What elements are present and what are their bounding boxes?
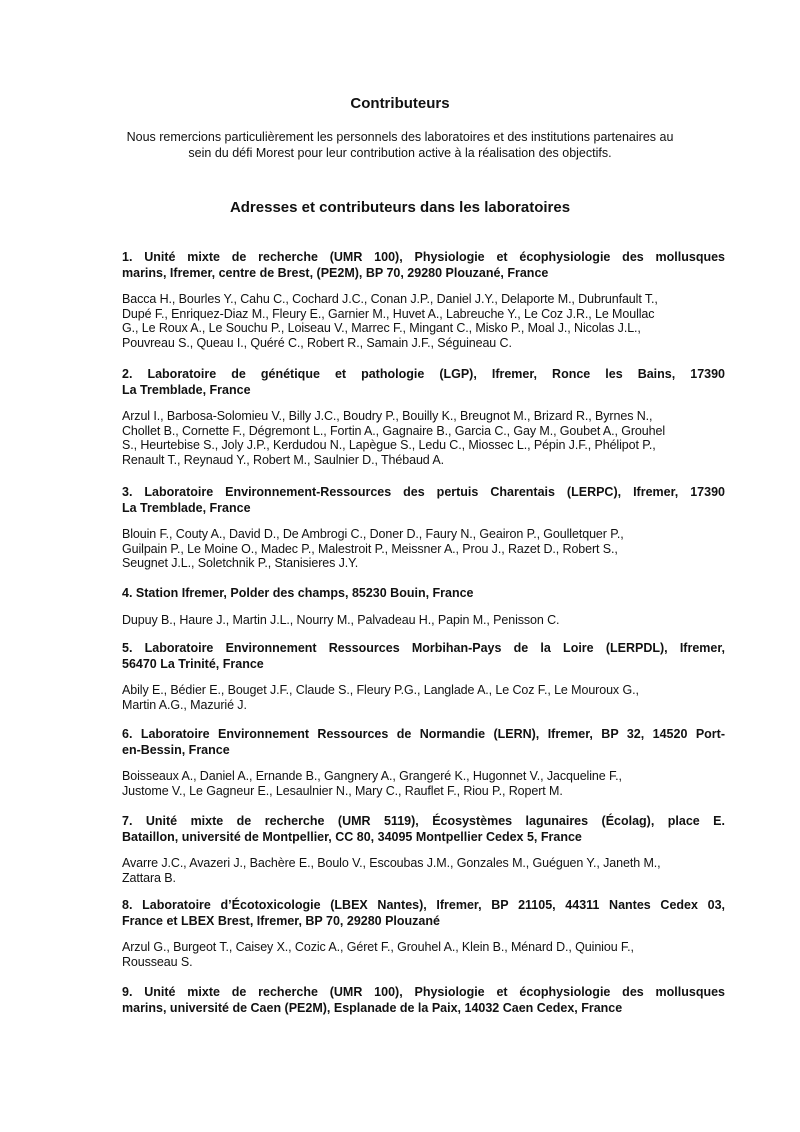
- laboratory-heading-line: La Tremblade, France: [122, 500, 251, 515]
- laboratory-heading-line: 5. Laboratoire Environnement Ressources Morbihan-Pays de la Loire (LERPDL), Ifremer,: [122, 641, 725, 655]
- laboratory-section: [122, 814, 725, 885]
- contributor-names-line: Boisseaux A., Daniel A., Ernande B., Gangnery A., Grangeré K., Hugonnet V., Jacqueline F.,: [122, 769, 622, 783]
- intro-line: Nous remercions particulièrement les personnels des laboratoires et des institutions partenaires au: [126, 130, 674, 144]
- laboratory-section: [122, 367, 725, 468]
- laboratory-section: [122, 985, 725, 1016]
- contributor-names-line: Seugnet J.L., Soletchnik P., Stanisieres J.Y.: [122, 556, 359, 571]
- laboratory-section: [122, 898, 725, 969]
- laboratory-section: [122, 727, 725, 798]
- laboratory-section: [122, 641, 725, 712]
- laboratory-heading-line: marins, université de Caen (PE2M), Esplanade de la Paix, 14032 Caen Cedex, France: [122, 1000, 623, 1015]
- laboratory-heading-line: La Tremblade, France: [122, 382, 251, 397]
- contributor-names-line: Renault T., Reynaud Y., Robert M., Saulnier D., Thébaud A.: [122, 453, 444, 468]
- contributor-names: [122, 683, 725, 712]
- laboratory-heading-line: marins, Ifremer, centre de Brest, (PE2M), BP 70, 29280 Plouzané, France: [122, 265, 549, 280]
- laboratory-heading-line: 9. Unité mixte de recherche (UMR 100), Physiologie et écophysiologie des mollusques: [122, 985, 725, 999]
- intro-line: sein du défi Morest pour leur contribution active à la réalisation des objectifs.: [188, 146, 612, 160]
- contributor-names: [122, 856, 725, 885]
- laboratory-heading-line: France et LBEX Brest, Ifremer, BP 70, 29280 Plouzané: [122, 913, 440, 928]
- contributor-names-line: Blouin F., Couty A., David D., De Ambrogi C., Doner D., Faury N., Geairon P., Goulletquer P.,: [122, 527, 624, 541]
- section-subtitle: Adresses et contributeurs dans les laboratoires: [229, 199, 571, 216]
- contributor-names-line: Bacca H., Bourles Y., Cahu C., Cochard J.C., Conan J.P., Daniel J.Y., Delaporte M., Dubrunfault T.,: [122, 292, 658, 306]
- contributor-names-line: G., Le Roux A., Le Souchu P., Loiseau V., Marrec F., Mingant C., Misko P., Moal J., Nicolas J.L.,: [122, 321, 641, 336]
- laboratory-heading-line: 6. Laboratoire Environnement Ressources de Normandie (LERN), Ifremer, BP 32, 14520 Port-: [122, 727, 725, 741]
- contributor-names-line: Abily E., Bédier E., Bouget J.F., Claude S., Fleury P.G., Langlade A., Le Coz F., Le Mouroux G.,: [122, 683, 639, 697]
- contributor-names-line: Guilpain P., Le Moine O., Madec P., Malestroit P., Meissner A., Prou J., Razet D., Robert S.,: [122, 541, 618, 556]
- contributor-names-line: Dupuy B., Haure J., Martin J.L., Nourry M., Palvadeau H., Papin M., Penisson C.: [122, 612, 560, 627]
- laboratory-section: [122, 250, 725, 351]
- contributor-names-line: Dupé F., Enriquez-Diaz M., Fleury E., Garnier M., Huvet A., Labreuche Y., Le Coz J.R., Le Moullac: [122, 306, 655, 321]
- intro-paragraph: [0, 129, 800, 161]
- contributor-names: [122, 940, 725, 969]
- contributor-names-line: Justome V., Le Gagneur E., Lesaulnier N., Mary C., Rauflet F., Riou P., Ropert M.: [122, 783, 563, 798]
- laboratory-heading-line: 8. Laboratoire d’Écotoxicologie (LBEX Nantes), Ifremer, BP 21105, 44311 Nantes Cedex 03,: [122, 898, 725, 912]
- laboratory-heading-line: 56470 La Trinité, France: [122, 656, 264, 671]
- laboratory-heading-line: 3. Laboratoire Environnement-Ressources des pertuis Charentais (LERPC), Ifremer, 17390: [122, 485, 725, 499]
- contributor-names-line: Arzul I., Barbosa-Solomieu V., Billy J.C., Boudry P., Bouilly K., Breugnot M., Brizard R., Byrnes N.,: [122, 409, 653, 423]
- contributor-names-line: Chollet B., Cornette F., Dégremont L., Fortin A., Gagnaire B., Garcia C., Gay M., Goubet A., Grouhel: [122, 423, 666, 438]
- contributor-names: [122, 527, 725, 571]
- contributor-names-line: Arzul G., Burgeot T., Caisey X., Cozic A., Géret F., Grouhel A., Klein B., Ménard D., Quiniou F.,: [122, 940, 634, 954]
- laboratory-heading-line: 7. Unité mixte de recherche (UMR 5119), Écosystèmes lagunaires (Écolag), place E.: [122, 814, 725, 828]
- contributor-names-line: Martin A.G., Mazurié J.: [122, 697, 247, 712]
- laboratory-heading-line: 4. Station Ifremer, Polder des champs, 85230 Bouin, France: [122, 586, 474, 600]
- page-title: Contributeurs: [350, 95, 450, 112]
- contributor-names-line: Zattara B.: [122, 870, 176, 885]
- laboratory-heading-line: Bataillon, université de Montpellier, CC 80, 34095 Montpellier Cedex 5, France: [122, 829, 582, 844]
- contributor-names-line: Pouvreau S., Queau I., Quéré C., Robert R., Samain J.F., Séguineau C.: [122, 336, 512, 351]
- contributor-names: [122, 292, 725, 351]
- contributor-names: [122, 613, 725, 628]
- laboratory-section: [122, 586, 725, 627]
- contributor-names-line: Rousseau S.: [122, 954, 193, 969]
- laboratory-section: [122, 485, 725, 571]
- laboratory-heading-line: 2. Laboratoire de génétique et pathologie (LGP), Ifremer, Ronce les Bains, 17390: [122, 367, 725, 381]
- contributor-names: [122, 409, 725, 468]
- contributor-names: [122, 769, 725, 798]
- laboratory-heading-line: 1. Unité mixte de recherche (UMR 100), Physiologie et écophysiologie des mollusques: [122, 250, 725, 264]
- contributor-names-line: S., Heurtebise S., Joly J.P., Kerdudou N., Lapègue S., Ledu C., Miossec L., Pépin J.F., Phélipot P.,: [122, 438, 656, 453]
- contributor-names-line: Avarre J.C., Avazeri J., Bachère E., Boulo V., Escoubas J.M., Gonzales M., Guéguen Y., Janeth M.,: [122, 856, 661, 870]
- laboratory-heading-line: en-Bessin, France: [122, 742, 230, 757]
